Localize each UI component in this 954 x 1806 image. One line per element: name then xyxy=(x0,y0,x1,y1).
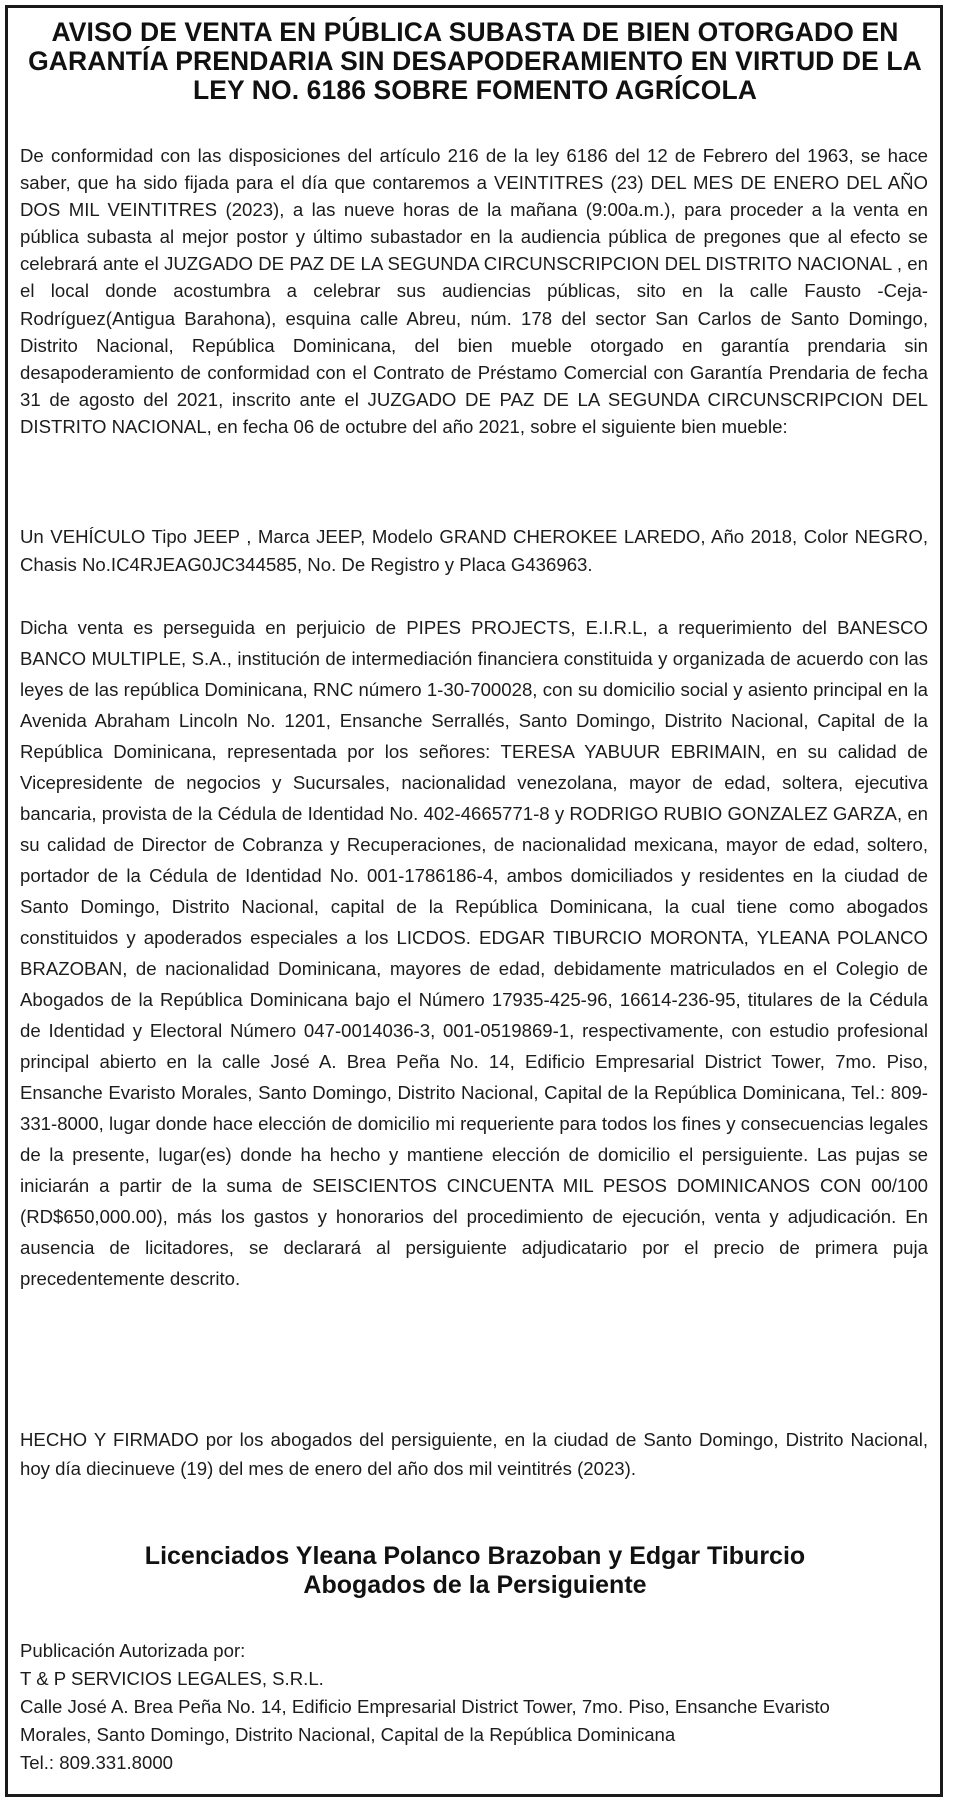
notice-title: AVISO DE VENTA EN PÚBLICA SUBASTA DE BIEN OTORGADO EN GARANTÍA PRENDARIA SIN DESAPODERAMIENTO EN VIRTUD DE LA LEY NO. 6186 SOBRE FOMENTO AGRÍCOLA xyxy=(28,17,922,105)
signature-lawyers: Licenciados Yleana Polanco Brazoban y Edgar Tiburcio xyxy=(144,1542,806,1570)
publication-block xyxy=(20,1637,928,1777)
publication-authorized-by: Publicación Autorizada por: xyxy=(20,1640,246,1661)
publication-address-line-1: Calle José A. Brea Peña No. 14, Edificio Empresarial District Tower, 7mo. Piso, Ensanche Evaristo xyxy=(20,1696,830,1717)
signature-role: Abogados de la Persiguiente xyxy=(303,1571,647,1599)
paragraph-signed: HECHO Y FIRMADO por los abogados del persiguiente, en la ciudad de Santo Domingo, Distrito Nacional, hoy día diecinueve (19) del mes de enero del año dos mil veintitrés (2023). xyxy=(20,1429,928,1479)
publication-phone: Tel.: 809.331.8000 xyxy=(20,1752,174,1773)
publication-company: T & P SERVICIOS LEGALES, S.R.L. xyxy=(20,1668,324,1689)
publication-address-line-2: Morales, Santo Domingo, Distrito Nacional, Capital de la República Dominicana xyxy=(20,1724,676,1745)
paragraph-vehicle: Un VEHÍCULO Tipo JEEP , Marca JEEP, Modelo GRAND CHEROKEE LAREDO, Año 2018, Color NEGRO, Chasis No.IC4RJEAG0JC344585, No. De Registro y Placa G436963. xyxy=(20,526,928,575)
signature-block xyxy=(18,1542,932,1600)
paragraph-parties: Dicha venta es perseguida en perjuicio de PIPES PROJECTS, E.I.R.L, a requerimiento del BANESCO BANCO MULTIPLE, S.A., institución de intermediación financiera constituida y organizada de acuerdo con las leyes de las república Dominicana, RNC número 1-30-700028, con su domicilio social y asiento principal en la Avenida Abraham Lincoln No. 1201, Ensanche Serrallés, Santo Domingo, Distrito Nacional, Capital de la República Dominicana, representada por los señores: TERESA YABUUR EBRIMAIN, en su calidad de Vicepresidente de negocios y Sucursales, nacionalidad venezolana, mayor de edad, soltera, ejecutiva bancaria, provista de la Cédula de Identidad No. 402-4665771-8 y RODRIGO RUBIO GONZALEZ GARZA, en su calidad de Director de Cobranza y Recuperaciones, de nacionalidad mexicana, mayor de edad, soltero, portador de la Cédula de Identidad No. 001-1786186-4, ambos domiciliados y residentes en la ciudad de Santo Domingo, Distrito Nacional, capital de la República Dominicana, la cual tiene como abogados constituidos y apoderados especiales a los LICDOS. EDGAR TIBURCIO MORONTA, YLEANA POLANCO BRAZOBAN, de nacionalidad Dominicana, mayores de edad, debidamente matriculados en el Colegio de Abogados de la República Dominicana bajo el Número 17935-425-96, 16614-236-95, titulares de la Cédula de Identidad y Electoral Número 047-0014036-3, 001-0519869-1, respectivamente, con estudio profesional principal abierto en la calle José A. Brea Peña No. 14, Edificio Empresarial District Tower, 7mo. Piso, Ensanche Evaristo Morales, Santo Domingo, Distrito Nacional, Capital de la República Dominicana, Tel.: 809-331-8000, lugar donde hace elección de domicilio mi requeriente para todos los fines y consecuencias legales de la presente, lugar(es) donde ha hecho y mantiene elección de domicilio el persiguiente. Las pujas se iniciarán a partir de la suma de SEISCIENTOS CINCUENTA MIL PESOS DOMINICANOS CON 00/100 (RD$650,000.00), más los gastos y honorarios del procedimiento de ejecución, venta y adjudicación. En ausencia de licitadores, se declarará al persiguiente adjudicatario por el precio de primera puja precedentemente descrito. xyxy=(20,617,928,1289)
paragraph-auction-date: De conformidad con las disposiciones del artículo 216 de la ley 6186 del 12 de Febrero del 1963, se hace saber, que ha sido fijada para el día que contaremos a VEINTITRES (23) DEL MES DE ENERO DEL AÑO DOS MIL VEINTITRES (2023), a las nueve horas de la mañana (9:00a.m.), para proceder a la venta en pública subasta al mejor postor y último subastador en la audiencia pública de pregones que al efecto se celebrará ante el JUZGADO DE PAZ DE LA SEGUNDA CIRCUNSCRIPCION DEL DISTRITO NACIONAL , en el local donde acostumbra a celebrar sus audiencias públicas, sito en la calle Fausto -Ceja- Rodríguez(Antigua Barahona), esquina calle Abreu, núm. 178 del sector San Carlos de Santo Domingo, Distrito Nacional, República Dominicana, del bien mueble otorgado en garantía prendaria sin desapoderamiento de conformidad con el Contrato de Préstamo Comercial con Garantía Prendaria de fecha 31 de agosto del 2021, inscrito ante el JUZGADO DE PAZ DE LA SEGUNDA CIRCUNSCRIPCION DEL DISTRITO NACIONAL, en fecha 06 de octubre del año 2021, sobre el siguiente bien mueble: xyxy=(20,145,928,437)
